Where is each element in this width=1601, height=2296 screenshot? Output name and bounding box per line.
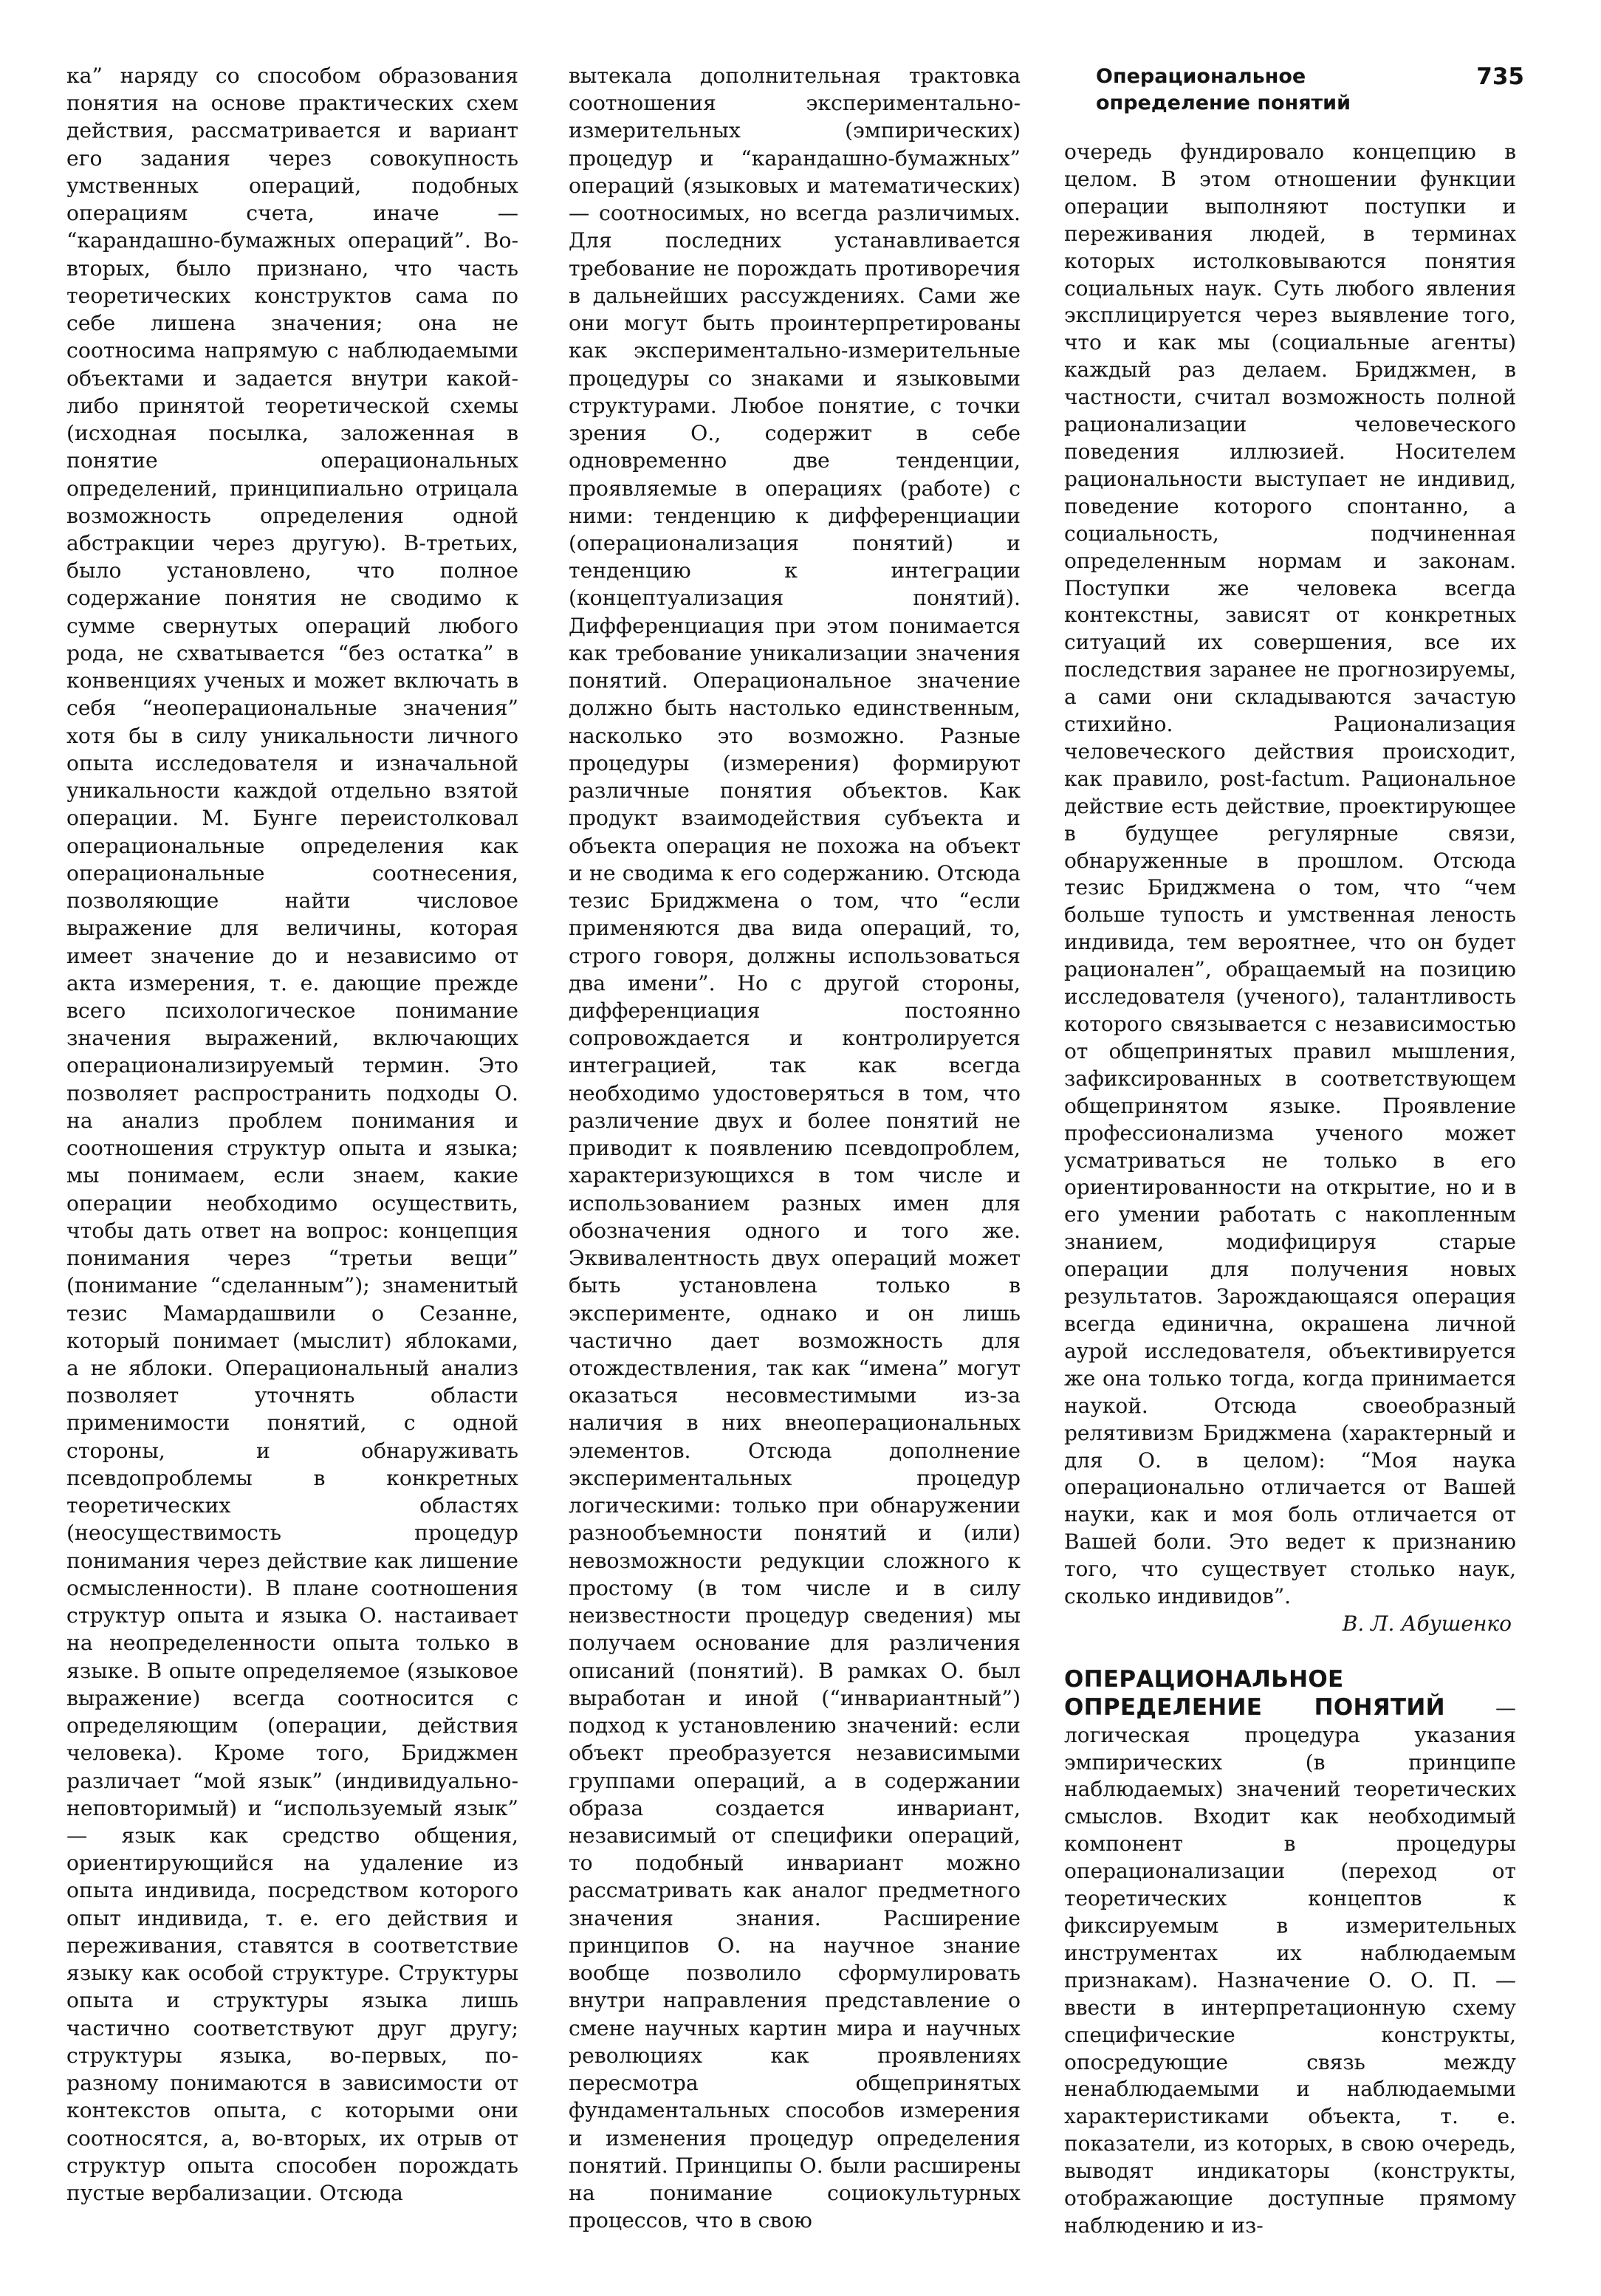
text-column-middle [569, 62, 1021, 2235]
running-head [1096, 64, 1524, 117]
paragraph-continued: очередь фундировало концепцию в целом. В этом отношении функции операции выполняют поступки и переживания людей, в терминах которых истолковываются понятия социальных наук. Суть любого явления эксплицируется через выявление того, что и как мы (социальные агенты) каждый раз делаем. Бриджмен, в частности, считал возможность полной рационализации человеческого поведения иллюзией. Носителем рациональности выступает не индивид, поведение которого спонтанно, а социальность, подчиненная определенным нормам и законам. Поступки же человека всегда контекстны, зависят от конкретных ситуаций их совершения, все их последствия заранее не прогнозируемы, а сами они складываются зачастую стихийно. Рационализация человеческого действия происходит, как правило, post-factum. Рациональное действие есть действие, проектирующее в будущее регулярные связи, обнаруженные в прошлом. Отсюда тезис Бриджмена о том, что “чем больше тупость и умственная леность индивида, тем вероятнее, что он будет рационален”, обращаемый на позицию исследователя (ученого), талантливость которого связывается с независимостью от общепринятых правил мышления, зафиксированных в соответствующем общепринятом языке. Проявление профессионализма ученого может усматриваться не только в его ориентированности на открытие, но и в его умении работать с накопленным знанием, модифицируя старые операции для получения новых результатов. Зарождающаяся операция всегда единична, окрашена личной аурой исследователя, объективируется же она только тогда, когда принимается наукой. Отсюда своеобразный релятивизм Бриджмена (характерный и для О. в целом): “Моя наука операционально отличается от Вашей науки, как и моя боль отличается от Вашей боли. Это ведет к признанию того, что существует столько наук, сколько индивидов”. [1064, 140, 1516, 1609]
page-number: 735 [1476, 64, 1524, 90]
paragraph-continued: вытекала дополнительная трактовка соотношения экспериментально-измерительных (эмпирических) процедур и “карандашно-бумажных” операций (языковых и математических) — соотносимых, но всегда различимых. Для последних устанавливается требование не порождать противоречия в дальнейших рассуждениях. Сами же они могут быть проинтерпретированы как экспериментально-измерительные процедуры со знаками и языковыми структурами. Любое понятие, с точки зрения О., содержит в себе одновременно две тенденции, проявляемые в операциях (работе) с ними: тенденцию к дифференциации (операционализация понятий) и тенденцию к интеграции (концептуализация понятий). Дифференциация при этом понимается как требование уникализации значения понятий. Операциональное значение должно быть настолько единственным, насколько это возможно. Разные процедуры (измерения) формируют различные понятия объектов. Как продукт взаимодействия субъекта и объекта операция не похожа на объект и не сводима к его содержанию. Отсюда тезис Бриджмена о том, что “если применяются два вида операций, то, строго говоря, должны использоваться два имени”. Но с другой стороны, дифференциация постоянно сопровождается и контролируется интеграцией, так как всегда необходимо удостоверяться в том, что различение двух и более понятий не приводит к появлению псевдопроблем, характеризующихся в том числе и использованием разных имен для обозначения одного и того же. Эквивалентность двух операций может быть установлена только в эксперименте, однако и он лишь частично дает возможность для отождествления, так как “имена” могут оказаться несовместимыми из-за наличия в них внеоперациональных элементов. Отсюда дополнение экспериментальных процедур логическими: только при обнаружении разнообъемности понятий и (или) невозможности редукции сложного к простому (в том числе и в силу неизвестности процедур сведения) мы получаем основание для различения описаний (понятий). В рамках О. был выработан и иной (“инвариантный”) подход к установлению значений: если объект преобразуется независимыми группами операций, а в содержании образа создается инвариант, независимый от специфики операций, то подобный инвариант можно рассматривать как аналог предметного значения знания. Расширение принципов О. на научное знание вообще позволило сформулировать внутри направления представление о смене научных картин мира и научных революциях как проявлениях пересмотра общепринятых фундаментальных способов измерения и изменения процедур определения понятий. Принципы О. были расширены на понимание социокультурных процессов, что в свою [569, 64, 1021, 2233]
paragraph-continued: ка” наряду со способом образования понятия на основе практических схем действия, рассматривается и вариант его задания через совокупность умственных операций, подобных операциям счета, иначе — “карандашно-бумажных операций”. Во-вторых, было признано, что часть теоретических конструктов сама по себе лишена значения; она не соотносима напрямую с наблюдаемыми объектами и задается внутри какой-либо принятой теоретической схемы (исходная посылка, заложенная в понятие операциональных определений, принципиально отрицала возможность определения одной абстракции через другую). В-третьих, было установлено, что полное содержание понятия не сводимо к сумме свернутых операций любого рода, не схватывается “без остатка” в конвенциях ученых и может включать в себя “неоперациональные значения” хотя бы в силу уникальности личного опыта исследователя и изначальной уникальности каждой отдельно взятой операции. М. Бунге переистолковал операциональные определения как операциональные соотнесения, позволяющие найти числовое выражение для величины, которая имеет значение до и независимо от акта измерения, т. е. дающие прежде всего психологическое понимание значения выражений, включающих операционализируемый термин. Это позволяет распространить подходы О. на анализ проблем понимания и соотношения структур опыта и языка; мы понимаем, если знаем, какие операции необходимо осуществить, чтобы дать ответ на вопрос: концепция понимания через “третьи вещи” (понимание “сделанным”); знаменитый тезис Мамардашвили о Сезанне, который понимает (мыслит) яблоками, а не яблоки. Операциональный анализ позволяет уточнять области применимости понятий, с одной стороны, и обнаруживать псевдопроблемы в конкретных теоретических областях (неосуществимость процедур понимания через действие как лишение осмысленности). В плане соотношения структур опыта и языка О. настаивает на неопределенности опыта только в языке. В опыте определяемое (языковое выражение) всегда соотносится с определяющим (операции, действия человека). Кроме того, Бриджмен различает “мой язык” (индивидуально-неповторимый) и “используемый язык” — язык как средство общения, ориентирующийся на удаление из опыта индивида, посредством которого опыт индивида, т. е. его действия и переживания, ставятся в соответствие языку как особой структуре. Структуры опыта и структуры языка лишь частично соответствуют друг другу; структуры языка, во-первых, по-разному понимаются в зависимости от контекстов опыта, с которыми они соотносятся, а, во-вторых, их отрыв от структур опыта способен порождать пустые вербализации. Отсюда [66, 64, 518, 2206]
text-column-right [1064, 139, 1516, 2240]
running-head-title: Операциональное определение понятий [1096, 65, 1351, 114]
text-column-left [66, 62, 518, 2207]
entry-definition: — логическая процедура указания эмпирических (в принципе наблюдаемых) значений теоретических смыслов. Входит как необходимый компонент в процедуры операционализации (переход от теоретических концептов к фиксируемым в измерительных инструментах их наблюдаемым признакам). Назначение О. О. П. — ввести в интерпретационную схему специфические конструкты, опосредующие связь между ненаблюдаемыми и наблюдаемыми характеристиками объекта, т. е. показатели, из которых, в свою очередь, выводят индикаторы (конструкты, отображающие доступные прямому наблюдению и из- [1064, 1695, 1517, 2238]
dictionary-entry [1064, 1666, 1516, 2240]
entry-term: ОПЕРАЦИОНАЛЬНОЕ ОПРЕДЕЛЕНИЕ ПОНЯТИЙ [1064, 1665, 1445, 1721]
article-author: В. Л. Абушенко [1342, 1611, 1512, 1636]
